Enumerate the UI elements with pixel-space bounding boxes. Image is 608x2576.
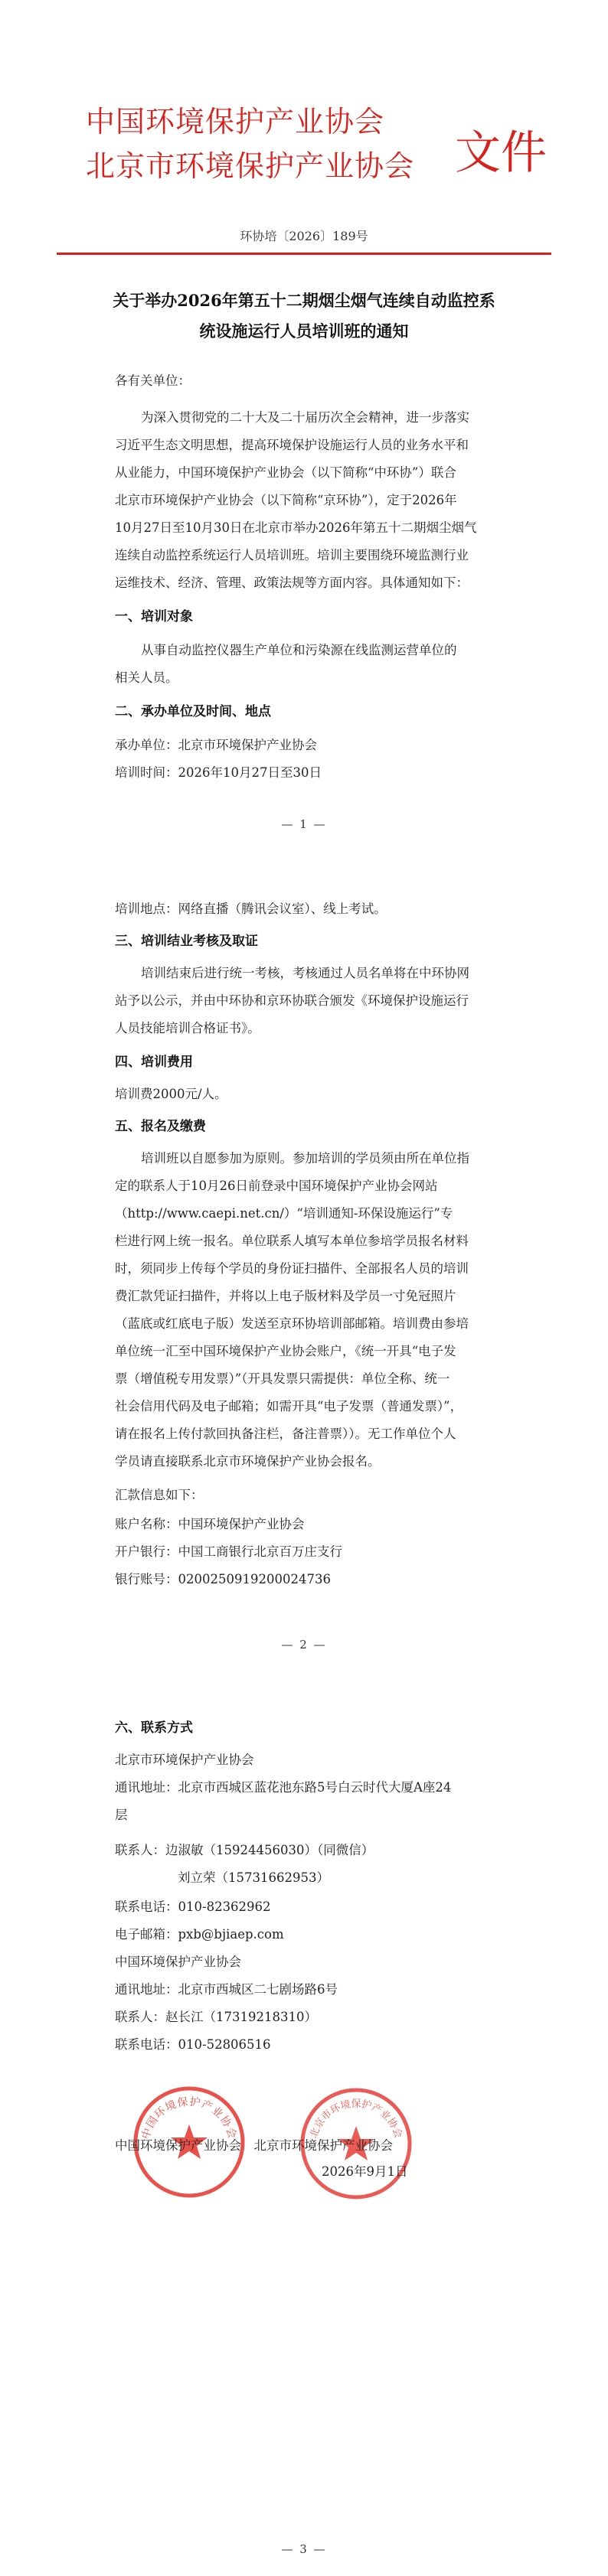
intro-line: 从业能力，中国环境保护产业协会（以下简称“中环协”）联合	[115, 465, 456, 480]
header-doc-word: 文件	[455, 126, 547, 180]
section-3-line: 培训结束后进行统一考核，考核通过人员名单将在中环协网	[141, 966, 469, 980]
doc-number: 环协培〔2026〕189号	[240, 229, 368, 243]
document-title	[77, 285, 531, 347]
intro-line: 北京市环境保护产业协会（以下简称“京环协”），定于2026年	[115, 493, 457, 507]
page-number-2: — 2 —	[281, 1638, 327, 1652]
section-5-line: （http://www.caepi.net.cn/）“培训通知-环保设施运行”专	[115, 1206, 453, 1221]
section-5-line: 费汇款凭证扫描件，并将以上电子版材料及学员一寸免冠照片	[115, 1289, 456, 1303]
contact-address-1-cont: 层	[115, 1808, 128, 1822]
contact-person-2: 联系人：赵长江（17319218310）	[115, 2010, 317, 2024]
section-5-line: 学员请直接联系北京市环境保护产业协会报名。	[115, 1454, 381, 1469]
section-heading-5: 五、报名及缴费	[115, 1119, 206, 1134]
contact-person-1b: 刘立荣（15731662953）	[178, 1870, 329, 1885]
section-5-line: 时，须同步上传每个学员的身份证扫描件、全部报名人员的培训	[115, 1261, 469, 1276]
salutation: 各有关单位：	[115, 373, 191, 388]
header-org-line2: 北京市环境保护产业协会	[86, 149, 415, 183]
account-number: 银行账号：0200250919200024736	[115, 1572, 331, 1586]
red-divider	[57, 253, 551, 255]
title-line-1: 关于举办2026年第五十二期烟尘烟气连续自动监控系	[113, 291, 495, 310]
header-org-line1: 中国环境保护产业协会	[86, 105, 385, 139]
section-5-line: 定的联系人于10月26日前登录中国环境保护产业协会网站	[115, 1179, 438, 1193]
section-3-line: 站予以公示，并由中环协和京环协联合颁发《环境保护设施运行	[115, 993, 469, 1008]
intro-line: 连续自动监控系统运行人员培训班。培训主要围绕环境监测行业	[115, 548, 469, 562]
training-place: 培训地点：网络直播（腾讯会议室）、线上考试。	[115, 902, 387, 916]
section-1-line: 从事自动监控仪器生产单位和污染源在线监测运营单位的	[141, 643, 457, 657]
contact-person-1: 联系人：边淑敏（15924456030）（同微信）	[115, 1843, 374, 1857]
title-line-2: 统设施运行人员培训班的通知	[199, 321, 409, 341]
contact-phone-1: 联系电话：010-82362962	[115, 1899, 271, 1914]
seal-2-text: 北京市环境保护产业协会	[308, 2098, 404, 2140]
section-1-line: 相关人员。	[115, 670, 178, 685]
page-number-3: — 3 —	[281, 2542, 327, 2556]
signature-orgs: 中国环境保护产业协会 北京市环境保护产业协会	[115, 2138, 393, 2153]
contact-phone-2: 联系电话：010-52806516	[115, 2037, 271, 2052]
organizer: 承办单位：北京市环境保护产业协会	[115, 738, 317, 752]
page-2	[0, 846, 608, 1693]
section-heading-3: 三、培训结业考核及取证	[115, 934, 258, 949]
training-time: 培训时间：2026年10月27日至30日	[115, 765, 322, 780]
contact-org-1: 北京市环境保护产业协会	[115, 1753, 254, 1767]
section-5-line: 培训班以自愿参加为原则。参加培训的学员须由所在单位指	[141, 1151, 469, 1166]
page-3	[0, 1693, 608, 2576]
signature-date: 2026年9月1日	[322, 2164, 408, 2179]
contact-email-1: 电子邮箱：pxb@bjiaep.com	[115, 1927, 284, 1942]
page-number-1: — 1 —	[281, 817, 327, 831]
page-1	[0, 0, 608, 846]
section-5-line: 票（增值税专用发票）”（开具发票只需提供：单位全称、统一	[115, 1371, 450, 1386]
contact-address-2: 通讯地址：北京市西城区二七剧场路6号	[115, 1982, 338, 1997]
contact-address-1: 通讯地址：北京市西城区蓝花池东路5号白云时代大厦A座24	[115, 1780, 452, 1795]
intro-line: 习近平生态文明思想，提高环境保护设施运行人员的业务水平和	[115, 438, 469, 452]
section-3-line: 人员技能培训合格证书》。	[115, 1021, 260, 1035]
intro-line: 10月27日至10月30日在北京市举办2026年第五十二期烟尘烟气	[115, 520, 477, 535]
bank-name: 开户银行：中国工商银行北京百万庄支行	[115, 1544, 342, 1559]
account-name: 账户名称：中国环境保护产业协会	[115, 1517, 305, 1531]
fee-line: 培训费2000元/人。	[115, 1087, 227, 1101]
section-5-line: 社会信用代码及电子邮箱；如需开具“电子发票（普通发票）”，	[115, 1399, 463, 1414]
section-heading-6: 六、联系方式	[115, 1720, 193, 1736]
intro-line: 为深入贯彻党的二十大及二十届历次全会精神，进一步落实	[141, 410, 469, 425]
contact-org-2: 中国环境保护产业协会	[115, 1955, 241, 1969]
section-5-line: 请在报名上传付款回执备注栏，备注普票））。无工作单位个人	[115, 1427, 456, 1441]
section-5-line: 单位统一汇至中国环境保护产业协会账户，《统一开具“电子发	[115, 1344, 456, 1358]
intro-line: 运维技术、经济、管理、政策法规等方面内容。具体通知如下：	[115, 576, 469, 590]
section-heading-1: 一、培训对象	[115, 609, 193, 624]
remit-title: 汇款信息如下：	[115, 1488, 204, 1502]
section-heading-2: 二、承办单位及时间、地点	[115, 704, 271, 719]
section-heading-4: 四、培训费用	[115, 1055, 193, 1070]
seal-1-text: 中国环境保护产业协会	[139, 2095, 239, 2141]
section-5-line: （蓝底或红底电子版）发送至京环协培训部邮箱。培训费由参培	[115, 1316, 469, 1331]
section-5-line: 栏进行网上统一报名。单位联系人填写本单位参培学员报名材料	[115, 1234, 469, 1248]
